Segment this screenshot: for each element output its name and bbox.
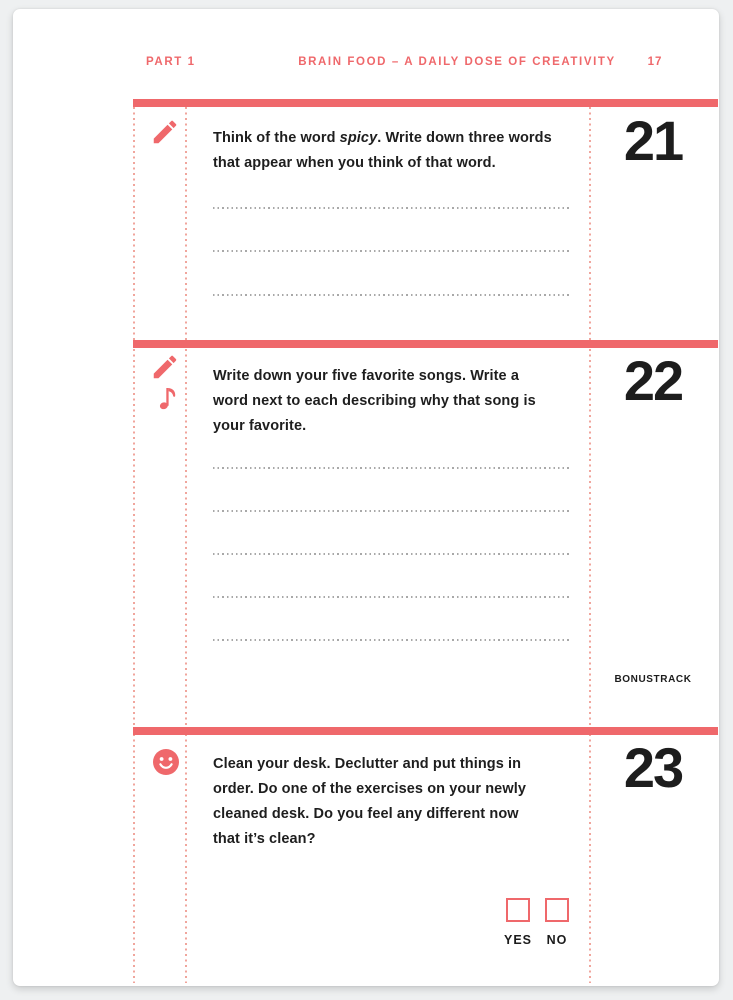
prompt-line: your favorite. [213,418,307,434]
dotted-column-line-number [589,107,591,983]
prompt-line: Think of the word spicy. Write down three words [213,130,552,146]
page-number: 17 [647,56,663,68]
exercise-22-prompt [213,364,536,439]
book-title: BRAIN FOOD – A DAILY DOSE OF CREATIVITY [298,56,616,68]
section-divider-bar [133,727,718,735]
prompt-line: word next to each describing why that song is [213,393,536,409]
exercise-21-prompt [213,126,552,176]
writing-line[interactable] [213,639,571,641]
prompt-line: Write down your five favorite songs. Write a [213,368,520,384]
writing-line[interactable] [213,250,571,252]
part-label: PART 1 [146,56,196,68]
bonustrack-badge: BONUSTRACK [614,674,692,685]
checkbox-no-label: NO [546,933,568,947]
section-divider-bar [133,99,718,107]
pencil-icon [150,117,180,147]
exercise-21-number: 21 [623,109,683,172]
writing-line[interactable] [213,467,571,469]
prompt-line: order. Do one of the exercises on your newly [213,781,527,797]
pencil-icon [150,352,180,382]
page [13,9,719,986]
smiley-icon [152,748,180,776]
writing-line[interactable] [213,207,571,209]
writing-line[interactable] [213,510,571,512]
checkbox-no[interactable] [545,898,569,922]
checkbox-yes[interactable] [506,898,530,922]
exercise-23-number: 23 [623,736,683,799]
checkbox-yes-label: YES [503,933,532,947]
section-divider-bar [133,340,718,348]
dotted-column-line-icon [185,107,187,983]
prompt-line: cleaned desk. Do you feel any different now [213,806,519,822]
exercise-22-number: 22 [623,349,683,412]
writing-line[interactable] [213,294,571,296]
exercise-23-prompt [213,752,526,852]
dotted-column-line-left [133,107,135,983]
music-note-icon [153,382,181,412]
italic-word: spicy [339,130,378,146]
writing-line[interactable] [213,596,571,598]
prompt-line: Clean your desk. Declutter and put things in [213,756,522,772]
writing-line[interactable] [213,553,571,555]
prompt-line: that appear when you think of that word. [213,155,496,171]
prompt-line: that it’s clean? [213,831,316,847]
